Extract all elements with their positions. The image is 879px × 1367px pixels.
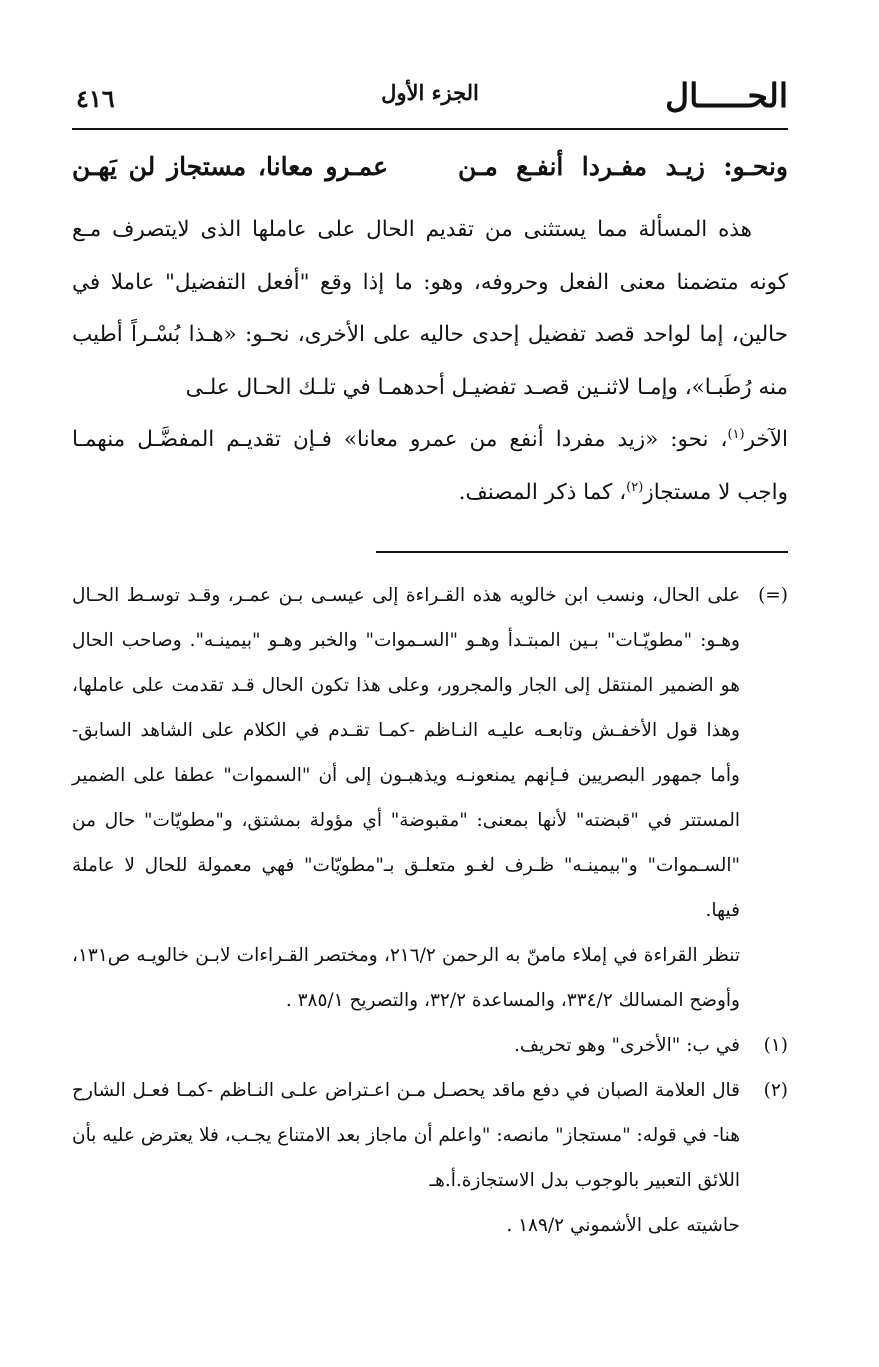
commentary-text: ، نحو: «زيد مفردا أنفع من عمرو معانا» فـإن تقديـم المفضَّـل منهمـا واجب لا مستجاز xyxy=(72,427,788,505)
running-header xyxy=(72,70,788,130)
commentary-paragraph-continued xyxy=(72,414,788,519)
footnote-reference-2: (٢) xyxy=(626,479,644,495)
footnote-separator xyxy=(376,551,788,553)
book-page xyxy=(72,70,788,1310)
footnote-text: على الحال، ونسب ابن خالويه هذه القـراءة إلى عيسـى بـن عمـر، وقـد توسـط الحـال وهـو: "مطويّـات" بـين المبتـدأ وهـو "السـموات" والخبر وهـو "بيمينـه". وصاحب الحال هو الضمير المنتقل إلى الجار والمجرور، وعلى هذا تكون الحال قـد تقدمت على عاملها، وهذا قول الأخفـش وتابعـه عليـه النـاظم -كمـا تقـدم في الكلام على الشاهد السابق- وأما جمهور البصريين فـإنهم يمنعونـه ويذهبـون إلى أن "السموات" عطفا على الضمير المستتر في "قبضته" لأنها بمعنى: "مقبوضة" أي مؤولة بمشتق، و"مطويّات" حال من "السـموات" و"بيمينـه" ظـرف لغـو متعلـق بـ"مطويّات" فهي معمولة للحال لا عاملة فيها. xyxy=(72,585,740,921)
commentary-paragraph: هذه المسألة مما يستثنى من تقديم الحال على عاملها الذى لايتصرف مـع كونه متضمنا معنى الفعل وحروفه، وهو: ما إذا وقع "أفعل التفضيل" عاملا في حالين، إما لواحد قصد تفضيل إحدى حاليه على الأخرى، نحـو: «هـذا بُسْـراً أطيب منه رُطَبـا»، وإمـا لاثنـين قصـد تفضيـل أحدهمـا في تلـك الحـال علـى xyxy=(72,217,788,400)
footnote-source: حاشيته على الأشموني ١٨٩/٢ . xyxy=(506,1215,740,1236)
footnote-marker: (١) xyxy=(763,1035,788,1056)
verse-line xyxy=(72,152,788,198)
footnote-2 xyxy=(72,1068,788,1203)
page-number: ٤١٦ xyxy=(76,84,115,113)
footnote-continued xyxy=(72,573,788,933)
chapter-title: الحـــــال xyxy=(665,76,788,115)
footnote-sources: تنظر القراءة في إملاء مامنّ به الرحمن ٢١٦/٢، ومختصر القـراءات لابـن خالويـه ص١٣١، وأوضح المسالك ٣٣٤/٢، والمساعدة ٣٢/٢، والتصريح ٣٨٥/١ . xyxy=(72,945,740,1011)
footnote-marker: (=) xyxy=(758,585,788,606)
commentary-text: ، كما ذكر المصنف. xyxy=(458,479,627,505)
footnote-reference-1: (١) xyxy=(727,426,745,442)
footnote-marker: (٢) xyxy=(763,1080,788,1101)
part-title: الجزء الأول xyxy=(381,80,479,105)
verse-first-hemistich: ونحـو: زيـد مفـردا أنفـع مـن xyxy=(458,152,788,181)
verse-second-hemistich: عمـرو معانا، مستجاز لن يَهـن xyxy=(72,152,388,181)
footnote-text: قال العلامة الصبان في دفع ماقد يحصـل مـن اعـتراض علـى النـاظم -كمـا فعـل الشارح هنا- في قوله: "مستجاز" مانصه: "واعلم أن ماجاز بعد الامتناع يجـب، فلا يعترض عليه بأن اللائق التعبير بالوجوب بدل الاستجازة.أ.هـ xyxy=(72,1080,740,1191)
footnote-text: في ب: "الأخرى" وهو تحريف. xyxy=(514,1035,740,1056)
commentary-text: الآخر xyxy=(744,427,788,452)
footnote-1 xyxy=(72,1023,788,1068)
